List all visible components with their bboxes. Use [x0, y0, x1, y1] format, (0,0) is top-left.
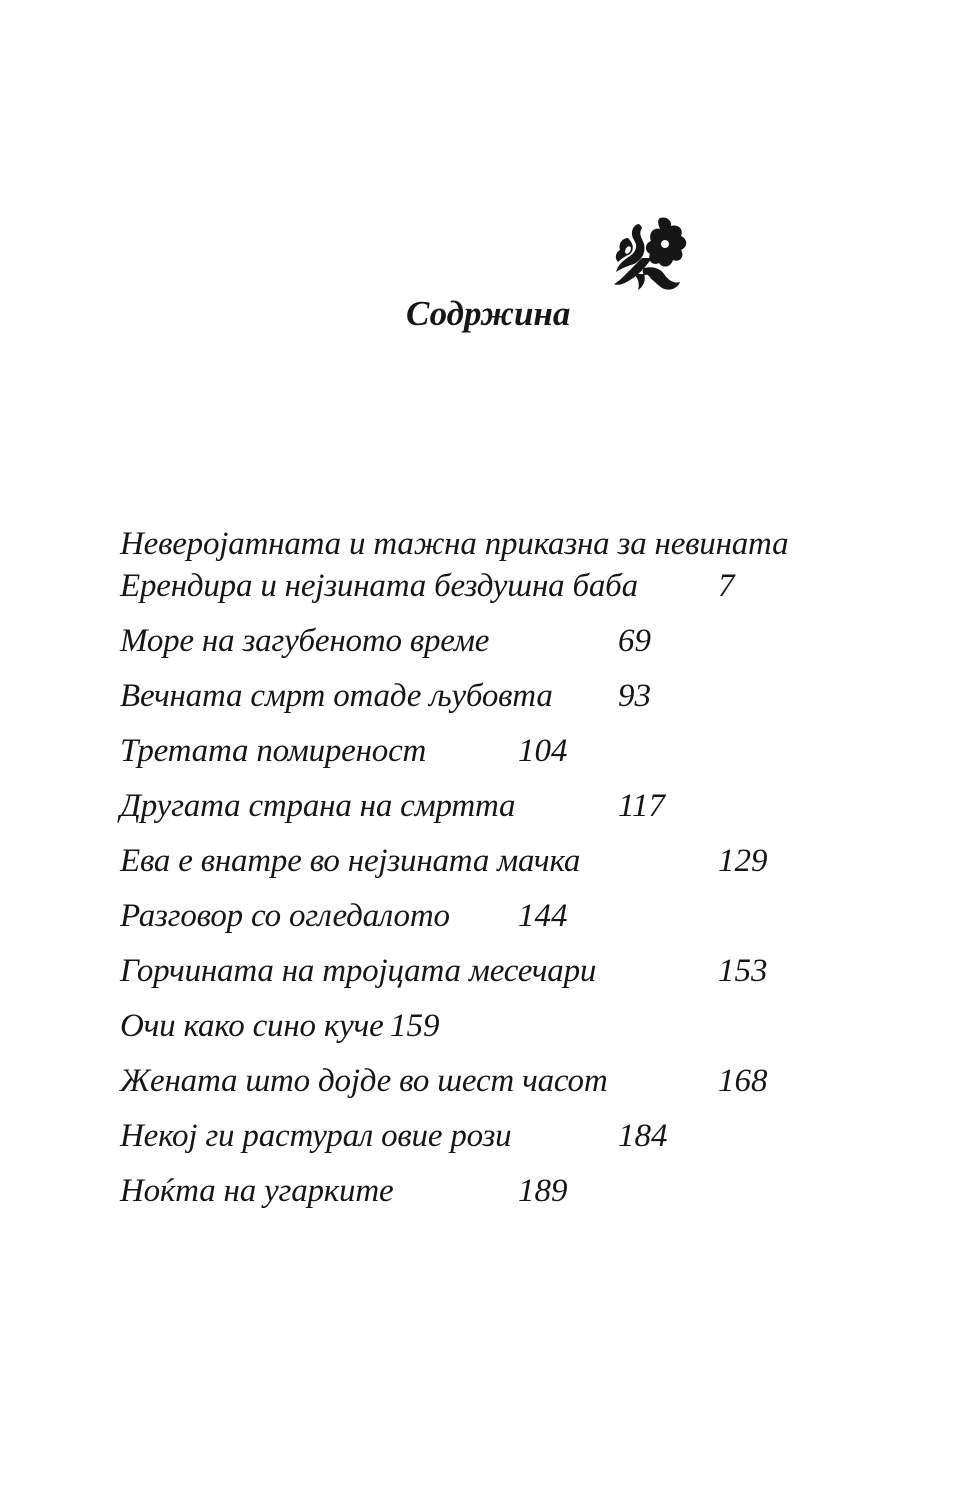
- toc-entry-title-line2: Ерендира и нејзината бездушна баба: [120, 568, 638, 604]
- page-title: Содржина: [406, 294, 571, 333]
- toc-entry-page: 153: [718, 953, 768, 989]
- toc-entry-title: Горчината на тројцата месечари: [120, 953, 597, 989]
- toc-entry-page: 129: [718, 843, 768, 879]
- toc-entry-title: Другата страна на смртта: [120, 788, 516, 824]
- toc-entry-page: 184: [618, 1118, 668, 1154]
- toc-entry-title: Жената што дојде во шест часот: [120, 1063, 608, 1099]
- toc-entry-title: Вечната смрт отаде љубовта: [120, 678, 553, 714]
- toc-entry-title: Ева е внатре во нејзината мачка: [120, 843, 581, 879]
- toc-entry-page: 144: [518, 898, 568, 934]
- toc-entry-page: 7: [718, 568, 735, 604]
- toc-entry-title: Некој ги растурал овие рози: [120, 1118, 512, 1154]
- toc-entry-title: Третата помиреност: [120, 733, 427, 769]
- toc-entry-title: Разговор со огледалото: [120, 898, 450, 934]
- toc-entry-page: 117: [618, 788, 666, 824]
- toc-entry-page: 93: [618, 678, 651, 714]
- toc-entry-page: 69: [618, 623, 651, 659]
- toc-entry-page: 159: [390, 1008, 440, 1044]
- toc-entry-page: 168: [718, 1063, 768, 1099]
- toc-entry-title: Ноќта на угарките: [120, 1173, 394, 1209]
- toc-entry-title-line1: Неверојатната и тажна приказна за невината: [120, 526, 789, 562]
- toc-entry-page: 189: [518, 1173, 568, 1209]
- toc-entry-page: 104: [518, 733, 568, 769]
- toc-entry-title: Море на загубеното време: [120, 623, 490, 659]
- toc-entry-title: Очи како сино куче: [120, 1008, 384, 1044]
